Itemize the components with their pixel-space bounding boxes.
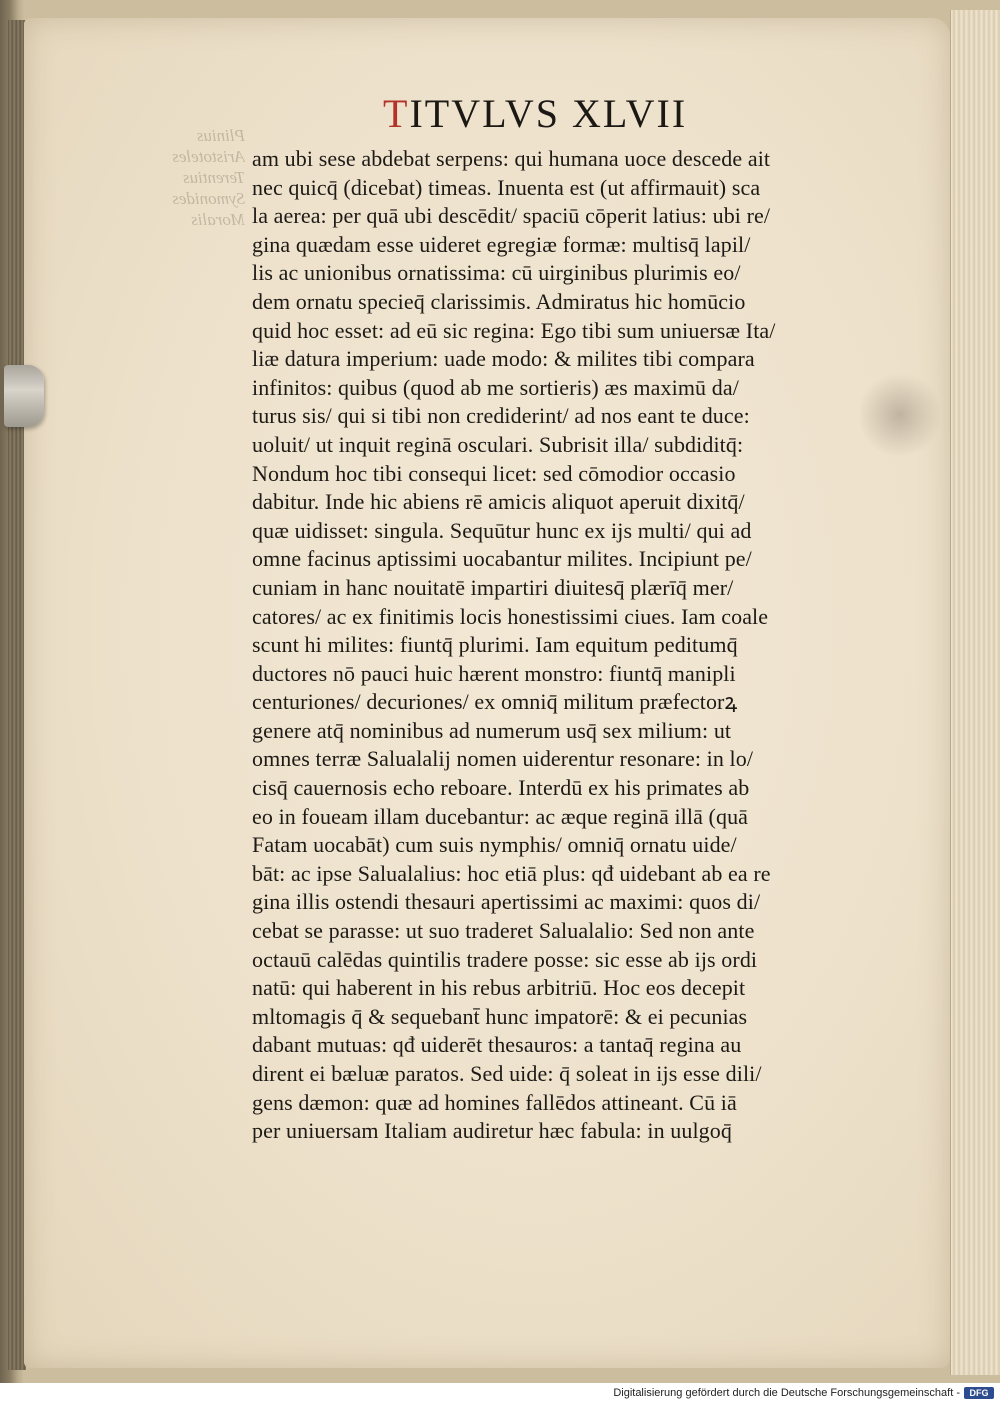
text-block xyxy=(252,145,867,1144)
text-line: cebat se parasse: ut suo traderet Salualalio: Sed non ante xyxy=(252,918,755,944)
text-line: octauū calēdas quintilis tradere posse: sic esse ab ijs ordi xyxy=(252,946,758,972)
text-line: dem ornatu specieq̄ clarissimis. Admiratus hic homūcio xyxy=(252,288,746,314)
rubricated-initial: T xyxy=(383,91,410,136)
text-line: omne facinus aptissimi uocabantur milites. Incipiunt pe/ xyxy=(252,546,752,572)
text-line: quæ uidisset: singula. Sequūtur hunc ex ijs multi/ qui ad xyxy=(252,517,752,543)
text-line: dabitur. Inde hic abiens rē amicis aliquot aperuit dixitq̄/ xyxy=(252,489,745,515)
book-clasp xyxy=(4,365,44,427)
text-line: gens dæmon: quæ ad homines fallēdos attineant. Cū iā xyxy=(252,1089,737,1115)
text-line: ductores nō pauci huic hærent monstro: fiuntq̄ manipli xyxy=(252,660,736,686)
text-line: quid hoc esset: ad eū sic regina: Ego tibi sum uniuersæ Ita/ xyxy=(252,317,776,343)
text-line: natū: qui haberent in his rebus arbitriū. Hoc eos decepit xyxy=(252,975,746,1001)
running-head xyxy=(383,88,723,140)
text-line: gina quædam esse uideret egregiæ formæ: multisq̄ lapil/ xyxy=(252,231,751,257)
running-head-text: ITVLVS XLVII xyxy=(409,91,688,136)
margin-note-line: Aristoteles xyxy=(172,147,245,166)
margin-note-line: Plinius xyxy=(196,126,245,145)
show-through-margin-notes xyxy=(80,125,245,355)
dfg-logo: DFG xyxy=(964,1387,994,1399)
foxing-stain xyxy=(860,370,940,460)
margin-note-line: Symonides xyxy=(172,189,245,208)
text-line: omnes terræ Salualalij nomen uiderentur resonare: in lo/ xyxy=(252,746,754,772)
margin-note-line: Moralis xyxy=(191,210,245,229)
text-line: gina illis ostendi thesauri apertissimi ac maximi: quos di/ xyxy=(252,889,761,915)
text-line: cuniam in hanc nouitatē impartiri diuitesq̄ plærīq̄ mer/ xyxy=(252,574,734,600)
text-line: am ubi sese abdebat serpens: qui humana uoce descede ait xyxy=(252,146,771,171)
text-line: lis ac unionibus ornatissima: cū uirginibus plurimis eo/ xyxy=(252,260,741,286)
fore-edge xyxy=(950,10,1000,1375)
text-line: Fatam uocabāt) cum suis nymphis/ omniq̄ ornatu uide/ xyxy=(252,832,737,858)
margin-note-line: Terentius xyxy=(182,168,245,187)
text-line: turus sis/ qui si tibi non crediderint/ ad nos eant te duce: xyxy=(252,403,750,429)
text-line: liæ datura imperium: uade modo: & milites tibi compara xyxy=(252,346,755,372)
text-line: uoluit/ ut inquit reginā osculari. Subrisit illa/ subdiditq̄: xyxy=(252,431,744,457)
text-line: bāt: ac ipse Salualalius: hoc etiā plus: qđ uidebant ab ea re xyxy=(252,860,771,886)
text-line: mltomagis q̄ & sequebant̄ hunc impatorē: & ei pecunias xyxy=(252,1003,748,1029)
text-line: Nondum hoc tibi consequi licet: sed cōmodior occasio xyxy=(252,460,736,486)
text-line: dabant mutuas: qđ uiderēt thesauros: a tantaq̄ regina au xyxy=(252,1032,742,1058)
funding-credit: Digitalisierung gefördert durch die Deutsche Forschungsgemeinschaft - xyxy=(613,1387,960,1399)
text-line: dirent ei bæluæ paratos. Sed uide: q̄ soleat in ijs esse dili/ xyxy=(252,1061,762,1086)
text-line: centuriones/ decuriones/ ex omniq̄ militum præfectorꝝ xyxy=(252,689,738,715)
text-line: la aerea: per quā ubi descēdit/ spaciū cōperit latius: ubi re/ xyxy=(252,203,771,229)
text-line: scunt hi milites: fiuntq̄ plurimi. Iam equitum peditumq̄ xyxy=(252,632,738,658)
text-line: infinitos: quibus (quod ab me sortieris) æs maximū da/ xyxy=(252,374,739,400)
text-line: per uniuersam Italiam audiretur hæc fabula: in uulgoq̄ xyxy=(252,1118,732,1144)
text-line: eo in foueam illam ducebantur: ac æque reginā illā (quā xyxy=(252,803,749,829)
digitization-footer xyxy=(0,1383,1000,1403)
text-line: cisq̄ cauernosis echo reboare. Interdū ex his primates ab xyxy=(252,775,750,801)
text-line: genere atq̄ nominibus ad numerum usq̄ sex milium: ut xyxy=(252,717,732,743)
text-line: nec quicq̄ (dicebat) timeas. Inuenta est (ut affirmauit) sca xyxy=(252,174,761,200)
text-line: catores/ ac ex finitimis locis honestissimi ciues. Iam coale xyxy=(252,603,769,629)
